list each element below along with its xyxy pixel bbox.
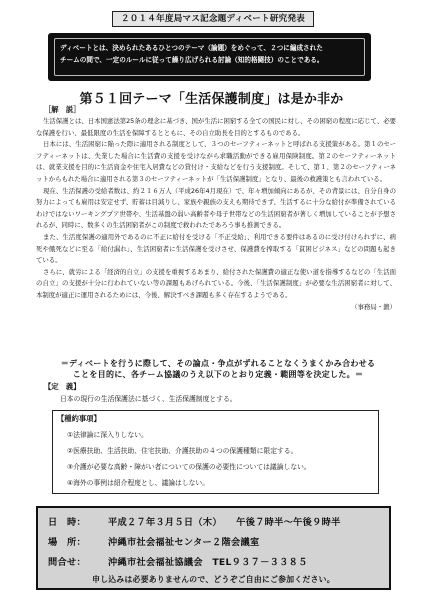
banner-line-2: ことを目的に、各チーム協議のうえ以下のとおり定義・範囲等を決定した。＝ bbox=[72, 370, 364, 379]
list-item: ①法律論に深入りしない。 bbox=[67, 431, 148, 439]
event-info-box bbox=[36, 506, 391, 590]
author-byline: （事務局・鍛） bbox=[351, 302, 396, 311]
list-item: ③介護が必要な高齢・障がい者についての保護の必要性については議論しない。 bbox=[67, 463, 311, 471]
rules-banner bbox=[48, 358, 388, 380]
event-series-title: ２０１４年度局マス記念題ディベート研究発表 bbox=[112, 11, 314, 27]
list-item: ④海外の事例は紹介程度とし、議論はしない。 bbox=[67, 479, 210, 487]
banner-line-1: ＝ディベートを行うに際して、その論点・争点がずれることなくうまくかみ合わせる bbox=[60, 359, 376, 368]
date-value: 平成２７年３月５日（木） 午後７時半～午後９時半 bbox=[108, 517, 341, 528]
commentary-paragraph: さらに、就労による「経済的自立」の支援を重視するあまり、給付された保護費の適正な使い道を指導するなどの「生活面の自立」の支援が十分に行われていない等の課題もあげられている。今後、「生活保護制度」が必要な生活困窮者に対して、本制度が適正に運用されるためには、今後、解決すべき課題も多く存在するようである。 bbox=[36, 267, 396, 299]
place-label: 場 所： bbox=[48, 537, 86, 548]
commentary-paragraph: また、生活度保護の適用外であるのに不正に給付を受ける「不正受給」、利用できる要件はあるのに受け付けられずに、病死や餓死などに至る「給付漏れ」、生活困窮者に生活保護を受けさせ、保護費を搾取する「貧困ビジネス」などの問題も起きている。 bbox=[36, 232, 396, 265]
place-value: 沖縄市社会福祉センター２階会議室 bbox=[108, 537, 260, 548]
commentary-body bbox=[36, 116, 396, 313]
intro-line-1: ディベートとは、決められたあるひとつのテーマ（論題）をめぐって、２つに編成された bbox=[60, 44, 323, 52]
date-label: 日 時： bbox=[48, 517, 86, 528]
event-date-row bbox=[48, 514, 341, 528]
commentary-label: ［解 説］ bbox=[44, 105, 81, 114]
scope-list-box bbox=[52, 410, 379, 494]
contact-value: 沖縄市社会福祉協議会 TEL９３７－３３８５ bbox=[108, 557, 308, 568]
commentary-paragraph: 日本には、生活困窮に陥った際に適用される制度として、３つのセーフティーネットと呼ばれる支援策がある。第１のセーフティーネットは、失業した場合に生活費の支援を受けながら求職活動ができる雇用保険制度。第２のセーフティーネットは、就業支援を目的に生活資金や住宅入居費などの貸付け・支給などを行う支援制度。そして、第１、第２のセーフティーネットからもれた場合に適用される第３のセーフティーネットが「生活保護制度」となり、最後の救護策とも言われている。 bbox=[36, 140, 396, 183]
list-item: ②医療扶助、生活扶助、住宅扶助、介護扶助の４つの保護種類に限定する。 bbox=[67, 447, 298, 455]
debate-definition-box bbox=[48, 33, 371, 81]
contact-label: 問合せ： bbox=[48, 557, 86, 568]
definition-text: 日本の現行の生活保護法に基づく、生活保護制度とする。 bbox=[60, 395, 237, 403]
page-title: 第５１回テーマ「生活保護制度」は是か非か bbox=[79, 92, 344, 107]
commentary-paragraph: 現在、生活保護の受給者数は、約２１６万人（平成26年4月現在）で、年々増加傾向にあるが、その背景には、自分自身の努力によっても雇用は安定せず、貯蓄は目減りし、家族や親族の支えも期待できず、生活するに十分な給付が準備されているわけではないワーキングプア世帯や、生活基盤の弱い高齢者や母子世帯などの生活困窮者が著しく増加していることが予想されるが、同時に、数多くの生活困窮者がこの制度で救われたであろう事も推測できる。 bbox=[36, 186, 396, 230]
intro-line-2: チームの間で、一定のルールに従って繰り広げられる討論（知的格闘技）のことである。 bbox=[60, 56, 324, 64]
event-contact-row bbox=[48, 554, 308, 568]
registration-note: 申し込みは必要ありませんので、どうぞご自由にご参加ください。 bbox=[92, 575, 335, 584]
scope-label: 【種約事項】 bbox=[57, 414, 101, 423]
event-place-row bbox=[48, 534, 259, 548]
commentary-paragraph: 生活保護とは、日本国憲法第25条の理念に基づき、国が生活に困窮する全ての国民に対し、その困窮の程度に応じて、必要な保護を行い、最低限度の生活を保障するとともに、その自立助長を目的とするものである。 bbox=[36, 117, 396, 137]
definition-label: 【定 義】 bbox=[44, 382, 81, 391]
